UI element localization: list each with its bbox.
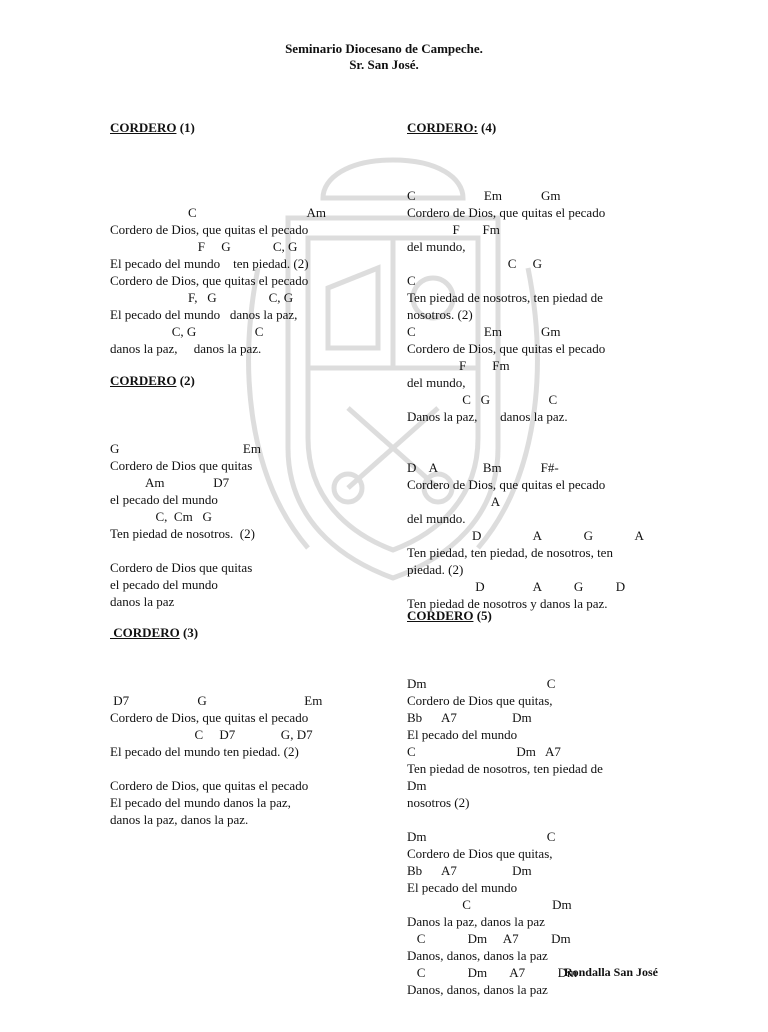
song-lines — [110, 675, 322, 828]
song-title — [110, 119, 326, 136]
lyric-line: El pecado del mundo danos la paz, — [110, 795, 291, 810]
lyric-line: D7 G Em — [110, 693, 323, 708]
lyric-line: Cordero de Dios, que quitas el pecado — [407, 477, 606, 492]
header-subtitle: Sr. San José. — [349, 57, 419, 72]
lyric-line — [407, 658, 603, 675]
song-title-number: (1) — [179, 120, 195, 135]
lyric-line: C Dm A7 — [407, 744, 561, 759]
lyric-line: C, Cm G — [110, 509, 212, 524]
lyric-line: Am D7 — [110, 475, 230, 490]
lyric-line: del mundo. — [407, 511, 466, 526]
lyric-line: C D7 G, D7 — [110, 727, 313, 742]
lyric-line: Ten piedad de nosotros, ten piedad de — [407, 761, 603, 776]
lyric-line: C Am — [110, 205, 326, 220]
lyric-line: A — [407, 494, 501, 509]
song-title-number: (3) — [182, 625, 199, 640]
lyric-line: El pecado del mundo ten piedad. (2) — [110, 744, 299, 759]
lyric-line: Bb A7 Dm — [407, 863, 532, 878]
lyric-line: Cordero de Dios, que quitas el pecado — [407, 341, 606, 356]
lyric-line — [110, 423, 261, 440]
lyric-line: el pecado del mundo — [110, 492, 218, 507]
lyric-line: C — [407, 273, 416, 288]
lyric-line: El pecado del mundo — [407, 727, 518, 742]
lyric-line: Danos, danos, danos la paz — [407, 948, 548, 963]
song-title-name: CORDERO — [110, 373, 177, 388]
lyric-line: nosotros. (2) — [407, 307, 473, 322]
lyric-line: F Fm — [407, 358, 510, 373]
lyric-line: C G — [407, 256, 543, 271]
lyric-line: del mundo, — [407, 375, 466, 390]
song-title — [110, 372, 261, 389]
song-lines — [110, 423, 261, 610]
lyric-line: Cordero de Dios, que quitas el pecado — [407, 205, 606, 220]
lyric-line: Cordero de Dios que quitas — [110, 458, 253, 473]
lyric-line: piedad. (2) — [407, 562, 464, 577]
lyric-line: D A Bm F#- — [407, 460, 559, 475]
lyric-line: G Em — [110, 441, 261, 456]
song-title-name: CORDERO — [110, 120, 177, 135]
song-title-name: CORDERO — [407, 608, 474, 623]
lyric-line: Ten piedad de nosotros y danos la paz. — [407, 596, 608, 611]
lyric-line: del mundo, — [407, 239, 466, 254]
lyric-line: Cordero de Dios, que quitas el pecado — [110, 273, 309, 288]
lyric-line: Dm — [407, 778, 427, 793]
song-cordero-3 — [110, 590, 322, 862]
lyric-line: danos la paz — [110, 594, 175, 609]
lyric-line: C Dm A7 Dm — [407, 965, 578, 980]
lyric-line: Cordero de Dios que quitas, — [407, 846, 553, 861]
lyric-line: Danos, danos, danos la paz — [407, 982, 548, 997]
lyric-line: C G C — [407, 392, 558, 407]
lyric-line: F, G C, G — [110, 290, 294, 305]
song-title-name: CORDERO — [110, 625, 180, 640]
lyric-line: C Em Gm — [407, 188, 561, 203]
song-title-name: CORDERO: — [407, 120, 478, 135]
lyric-line: El pecado del mundo — [407, 880, 518, 895]
lyric-line: Cordero de Dios, que quitas el pecado — [110, 222, 309, 237]
song-lines — [407, 170, 644, 612]
lyric-line: Dm C — [407, 829, 556, 844]
song-cordero-4 — [407, 85, 644, 646]
lyric-line: Cordero de Dios, que quitas el pecado — [110, 710, 309, 725]
lyric-line: Cordero de Dios, que quitas el pecado — [110, 778, 309, 793]
lyric-line: Ten piedad de nosotros, ten piedad de — [407, 290, 603, 305]
lyric-line: C Dm A7 Dm — [407, 931, 571, 946]
song-title-number: (5) — [476, 608, 492, 623]
lyric-line: Cordero de Dios que quitas — [110, 560, 253, 575]
song-title — [407, 119, 644, 136]
song-title-number: (4) — [481, 120, 497, 135]
lyric-line: F G C, G — [110, 239, 298, 254]
lyric-line: F Fm — [407, 222, 500, 237]
song-title-number: (2) — [179, 373, 195, 388]
lyric-line: Danos la paz, danos la paz — [407, 914, 545, 929]
lyric-line — [407, 811, 603, 828]
lyric-line: El pecado del mundo ten piedad. (2) — [110, 256, 309, 271]
lyric-line — [407, 442, 644, 459]
lyric-line: D A G D — [407, 579, 626, 594]
song-lines — [407, 658, 603, 998]
lyric-line: Ten piedad, ten piedad, de nosotros, ten — [407, 545, 613, 560]
lyric-line: nosotros (2) — [407, 795, 470, 810]
left-column — [110, 85, 385, 827]
lyric-line — [407, 170, 644, 187]
lyric-line: Ten piedad de nosotros. (2) — [110, 526, 255, 541]
song-title — [110, 624, 322, 641]
lyric-line — [110, 187, 326, 204]
lyric-line — [110, 760, 322, 777]
lyric-line: Bb A7 Dm — [407, 710, 532, 725]
song-cordero-5 — [407, 573, 603, 1032]
lyric-line: danos la paz, danos la paz. — [110, 341, 262, 356]
document-header — [0, 41, 768, 73]
lyric-line: danos la paz, danos la paz. — [110, 812, 249, 827]
lyric-line — [407, 425, 644, 442]
lyric-line: Danos la paz, danos la paz. — [407, 409, 568, 424]
lyric-line: C, G C — [110, 324, 264, 339]
header-title: Seminario Diocesano de Campeche. — [285, 41, 483, 56]
lyric-line: Cordero de Dios que quitas, — [407, 693, 553, 708]
lyric-line: C Em Gm — [407, 324, 561, 339]
lyric-line — [110, 542, 261, 559]
lyric-line: Dm C — [407, 676, 556, 691]
lyric-line: el pecado del mundo — [110, 577, 218, 592]
lyric-line: C Dm — [407, 897, 572, 912]
song-lines — [110, 170, 326, 357]
lyric-line: D A G A — [407, 528, 644, 543]
lyric-line — [110, 170, 326, 187]
lyric-line — [110, 675, 322, 692]
song-title — [407, 607, 603, 624]
lyric-line: El pecado del mundo danos la paz, — [110, 307, 298, 322]
footer-signature: Rondalla San José — [563, 965, 658, 979]
